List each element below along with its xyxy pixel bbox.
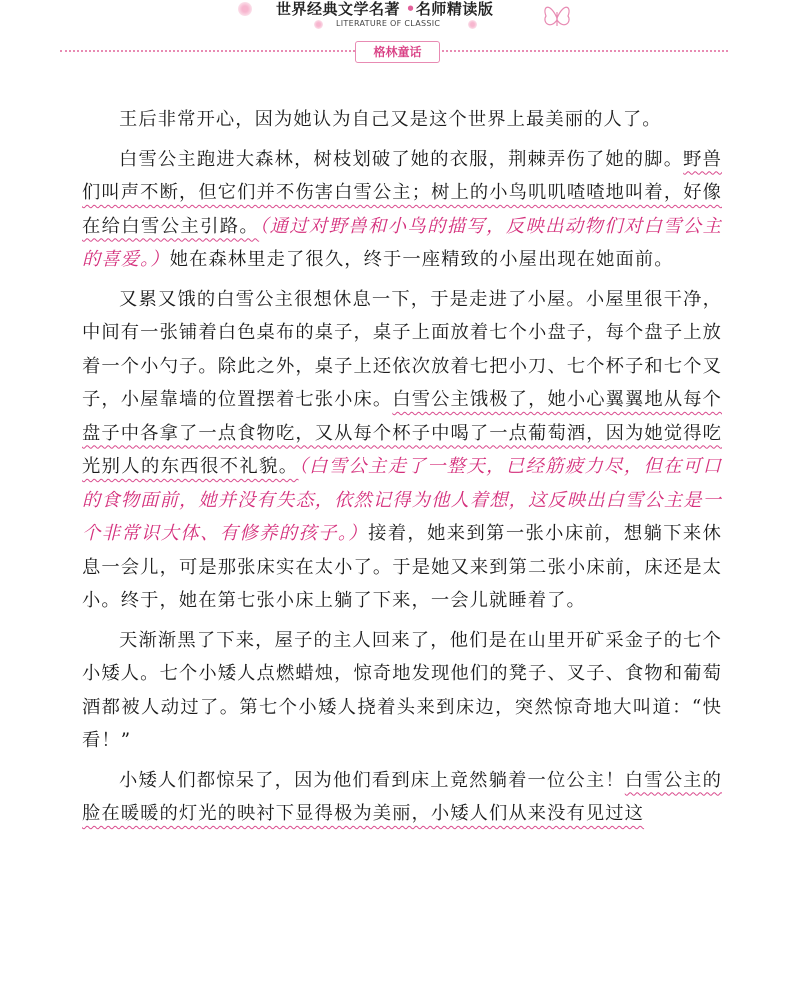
butterfly-icon [540, 0, 574, 34]
story-text [82, 103, 722, 831]
flower-icon [238, 2, 252, 16]
paragraph: 小矮人们都惊呆了，因为他们看到床上竟然躺着一位公主！白雪公主的脸在暖暖的灯光的映衬下显得极为美丽，小矮人们从来没有见过这 [82, 769, 722, 824]
header-divider-left [60, 50, 355, 52]
series-subtitle: LITERATURE OF CLASSIC [336, 19, 441, 28]
paragraph: 天渐渐黑了下来，屋子的主人回来了，他们是在山里开矿采金子的七个小矮人。七个小矮人点燃蜡烛，惊奇地发现他们的凳子、叉子、食物和葡萄酒都被人动过了。第七个小矮人挠着头来到床边，突然惊奇地大叫道：“快看！” [82, 629, 722, 751]
highlighted-sentence: 白雪公主的脸在暖暖的灯光的映衬下显得极为美丽，小矮人们从来没有见过这 [82, 769, 722, 824]
annotation-note: （通过对野兽和小鸟的描写，反映出动物们对白雪公主的喜爱。） [82, 215, 722, 270]
paragraph: 白雪公主跑进大森林，树枝划破了她的衣服，荆棘弄伤了她的脚。野兽们叫声不断，但它们并不伤害白雪公主；树上的小鸟叽叽喳喳地叫着，好像在给白雪公主引路。（通过对野兽和小鸟的描写，反映出动物们对白雪公主的喜爱。）她在森林里走了很久，终于一座精致的小屋出现在她面前。 [82, 148, 722, 270]
section-tag: 格林童话 [355, 41, 440, 63]
highlighted-sentence: 野兽们叫声不断，但它们并不伤害白雪公主；树上的小鸟叽叽喳喳地叫着，好像在给白雪公主引路。 [82, 148, 722, 237]
series-title: 世界经典文学名著 •名师精读版 [276, 0, 494, 18]
annotation-note: （白雪公主走了一整天，已经筋疲力尽，但在可口的食物面前，她并没有失态，依然记得为他人着想，这反映出白雪公主是一个非常识大体、有修养的孩子。） [82, 456, 722, 544]
flower-icon [314, 20, 323, 29]
paragraph: 王后非常开心，因为她认为自己又是这个世界上最美丽的人了。 [119, 109, 662, 130]
header-divider-right [438, 50, 728, 52]
highlighted-sentence: 白雪公主饿极了，她小心翼翼地从每个盘子中各拿了一点食物吃，又从每个杯子中喝了一点葡萄酒，因为她觉得吃光别人的东西很不礼貌。 [82, 389, 722, 477]
page-header [0, 0, 790, 70]
flower-icon [468, 20, 477, 29]
paragraph: 又累又饿的白雪公主很想休息一下，于是走进了小屋。小屋里很干净，中间有一张铺着白色桌布的桌子，桌子上面放着七个小盘子，每个盘子上放着一个小勺子。除此之外，桌子上还依次放着七把小刀、七个杯子和七个叉子，小屋靠墙的位置摆着七张小床。白雪公主饿极了，她小心翼翼地从每个盘子中各拿了一点食物吃，又从每个杯子中喝了一点葡萄酒，因为她觉得吃光别人的东西很不礼貌。（白雪公主走了一整天，已经筋疲力尽，但在可口的食物面前，她并没有失态，依然记得为他人着想，这反映出白雪公主是一个非常识大体、有修养的孩子。）接着，她来到第一张小床前，想躺下来休息一会儿，可是那张床实在太小了。于是她又来到第二张小床前，床还是太小。终于，她在第七张小床上躺了下来，一会儿就睡着了。 [82, 288, 722, 611]
